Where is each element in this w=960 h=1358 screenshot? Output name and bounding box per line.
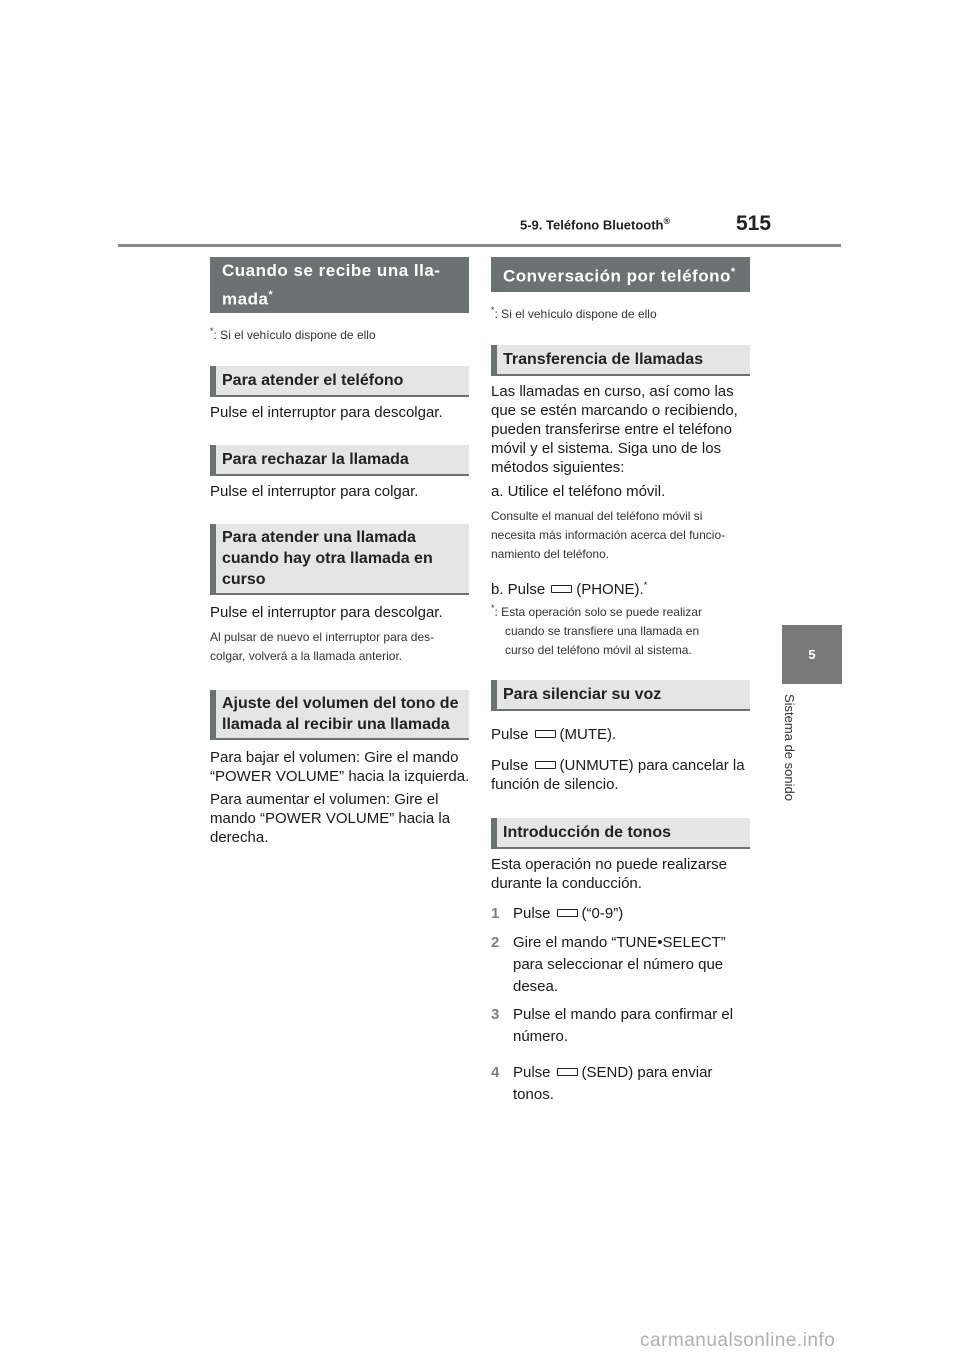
page-number: 515 — [736, 212, 772, 235]
chapter-tab: 5 — [782, 625, 842, 684]
step-1: 1 Pulse (“0-9”) — [491, 905, 624, 922]
unmute-button-icon — [535, 761, 556, 769]
text-otra-llamada: Pulse el interruptor para descolgar. — [210, 604, 443, 621]
subheading-ajuste-volumen: Ajuste del volumen del tono de llamada al recibir una llamada — [210, 690, 469, 740]
watermark: carmanualsonline.info — [640, 1330, 836, 1351]
step-4: 4 Pulse (SEND) para enviar tonos. — [491, 1064, 713, 1103]
subheading-tonos: Introducción de tonos — [491, 818, 750, 849]
step-2: 2 Gire el mando “TUNE•SELECT” para seleccionar el número que desea. — [491, 934, 726, 995]
text-mute: Pulse (MUTE). — [491, 726, 617, 743]
subheading-rechazar: Para rechazar la llamada — [210, 445, 469, 476]
header-rule — [118, 244, 841, 247]
text-tonos: Esta operación no puede realizarse durante la conducción. — [491, 856, 727, 892]
heading-cuando-se-recibe: Cuando se recibe una lla- mada* — [210, 257, 469, 313]
note-option-a: Consulte el manual del teléfono móvil si necesita más información acerca del funcio- namiento del teléfono. — [491, 509, 726, 561]
text-rechazar: Pulse el interruptor para colgar. — [210, 483, 419, 500]
text-bajar-volumen: Para bajar el volumen: Gire el mando “POWER VOLUME” hacia la izquierda. — [210, 749, 470, 785]
footnote-vehicle: *: Si el vehículo dispone de ello — [210, 326, 376, 342]
footnote-transfer: *: Esta operación solo se puede realizar cuando se transfiere una llamada en curso del teléfono móvil al sistema. — [491, 603, 702, 657]
mute-button-icon — [535, 730, 556, 738]
footnote-vehicle-right: *: Si el vehículo dispone de ello — [491, 305, 657, 321]
subheading-transferencia: Transferencia de llamadas — [491, 345, 750, 376]
text-atender: Pulse el interruptor para descolgar. — [210, 404, 443, 421]
phone-button-icon — [551, 585, 572, 593]
text-option-a: a. Utilice el teléfono móvil. — [491, 483, 666, 500]
heading-conversacion: Conversación por teléfono* — [491, 257, 750, 292]
text-unmute: Pulse (UNMUTE) para cancelar la función de silencio. — [491, 757, 745, 793]
subheading-otra-llamada: Para atender una llamada cuando hay otra llamada en curso — [210, 524, 469, 595]
note-otra-llamada: Al pulsar de nuevo el interruptor para des- colgar, volverá a la llamada anterior. — [210, 630, 435, 663]
text-transferencia: Las llamadas en curso, así como las que se estén marcando o recibiendo, pueden transferirse entre el teléfono móvil y el sistema. Siga uno de los métodos siguientes: — [491, 383, 738, 476]
keypad-button-icon — [557, 909, 578, 917]
text-aumentar-volumen: Para aumentar el volumen: Gire el mando “POWER VOLUME” hacia la derecha. — [210, 791, 451, 846]
text-option-b: b. Pulse (PHONE).* — [491, 580, 648, 598]
registered-mark: ® — [663, 216, 671, 226]
subheading-silenciar: Para silenciar su voz — [491, 680, 750, 711]
step-3: 3 Pulse el mando para confirmar el número. — [491, 1006, 734, 1045]
send-button-icon — [557, 1068, 578, 1076]
chapter-side-label: Sistema de sonido — [782, 694, 797, 801]
subheading-atender: Para atender el teléfono — [210, 366, 469, 397]
section-title: 5-9. Teléfono Bluetooth® — [520, 216, 671, 233]
